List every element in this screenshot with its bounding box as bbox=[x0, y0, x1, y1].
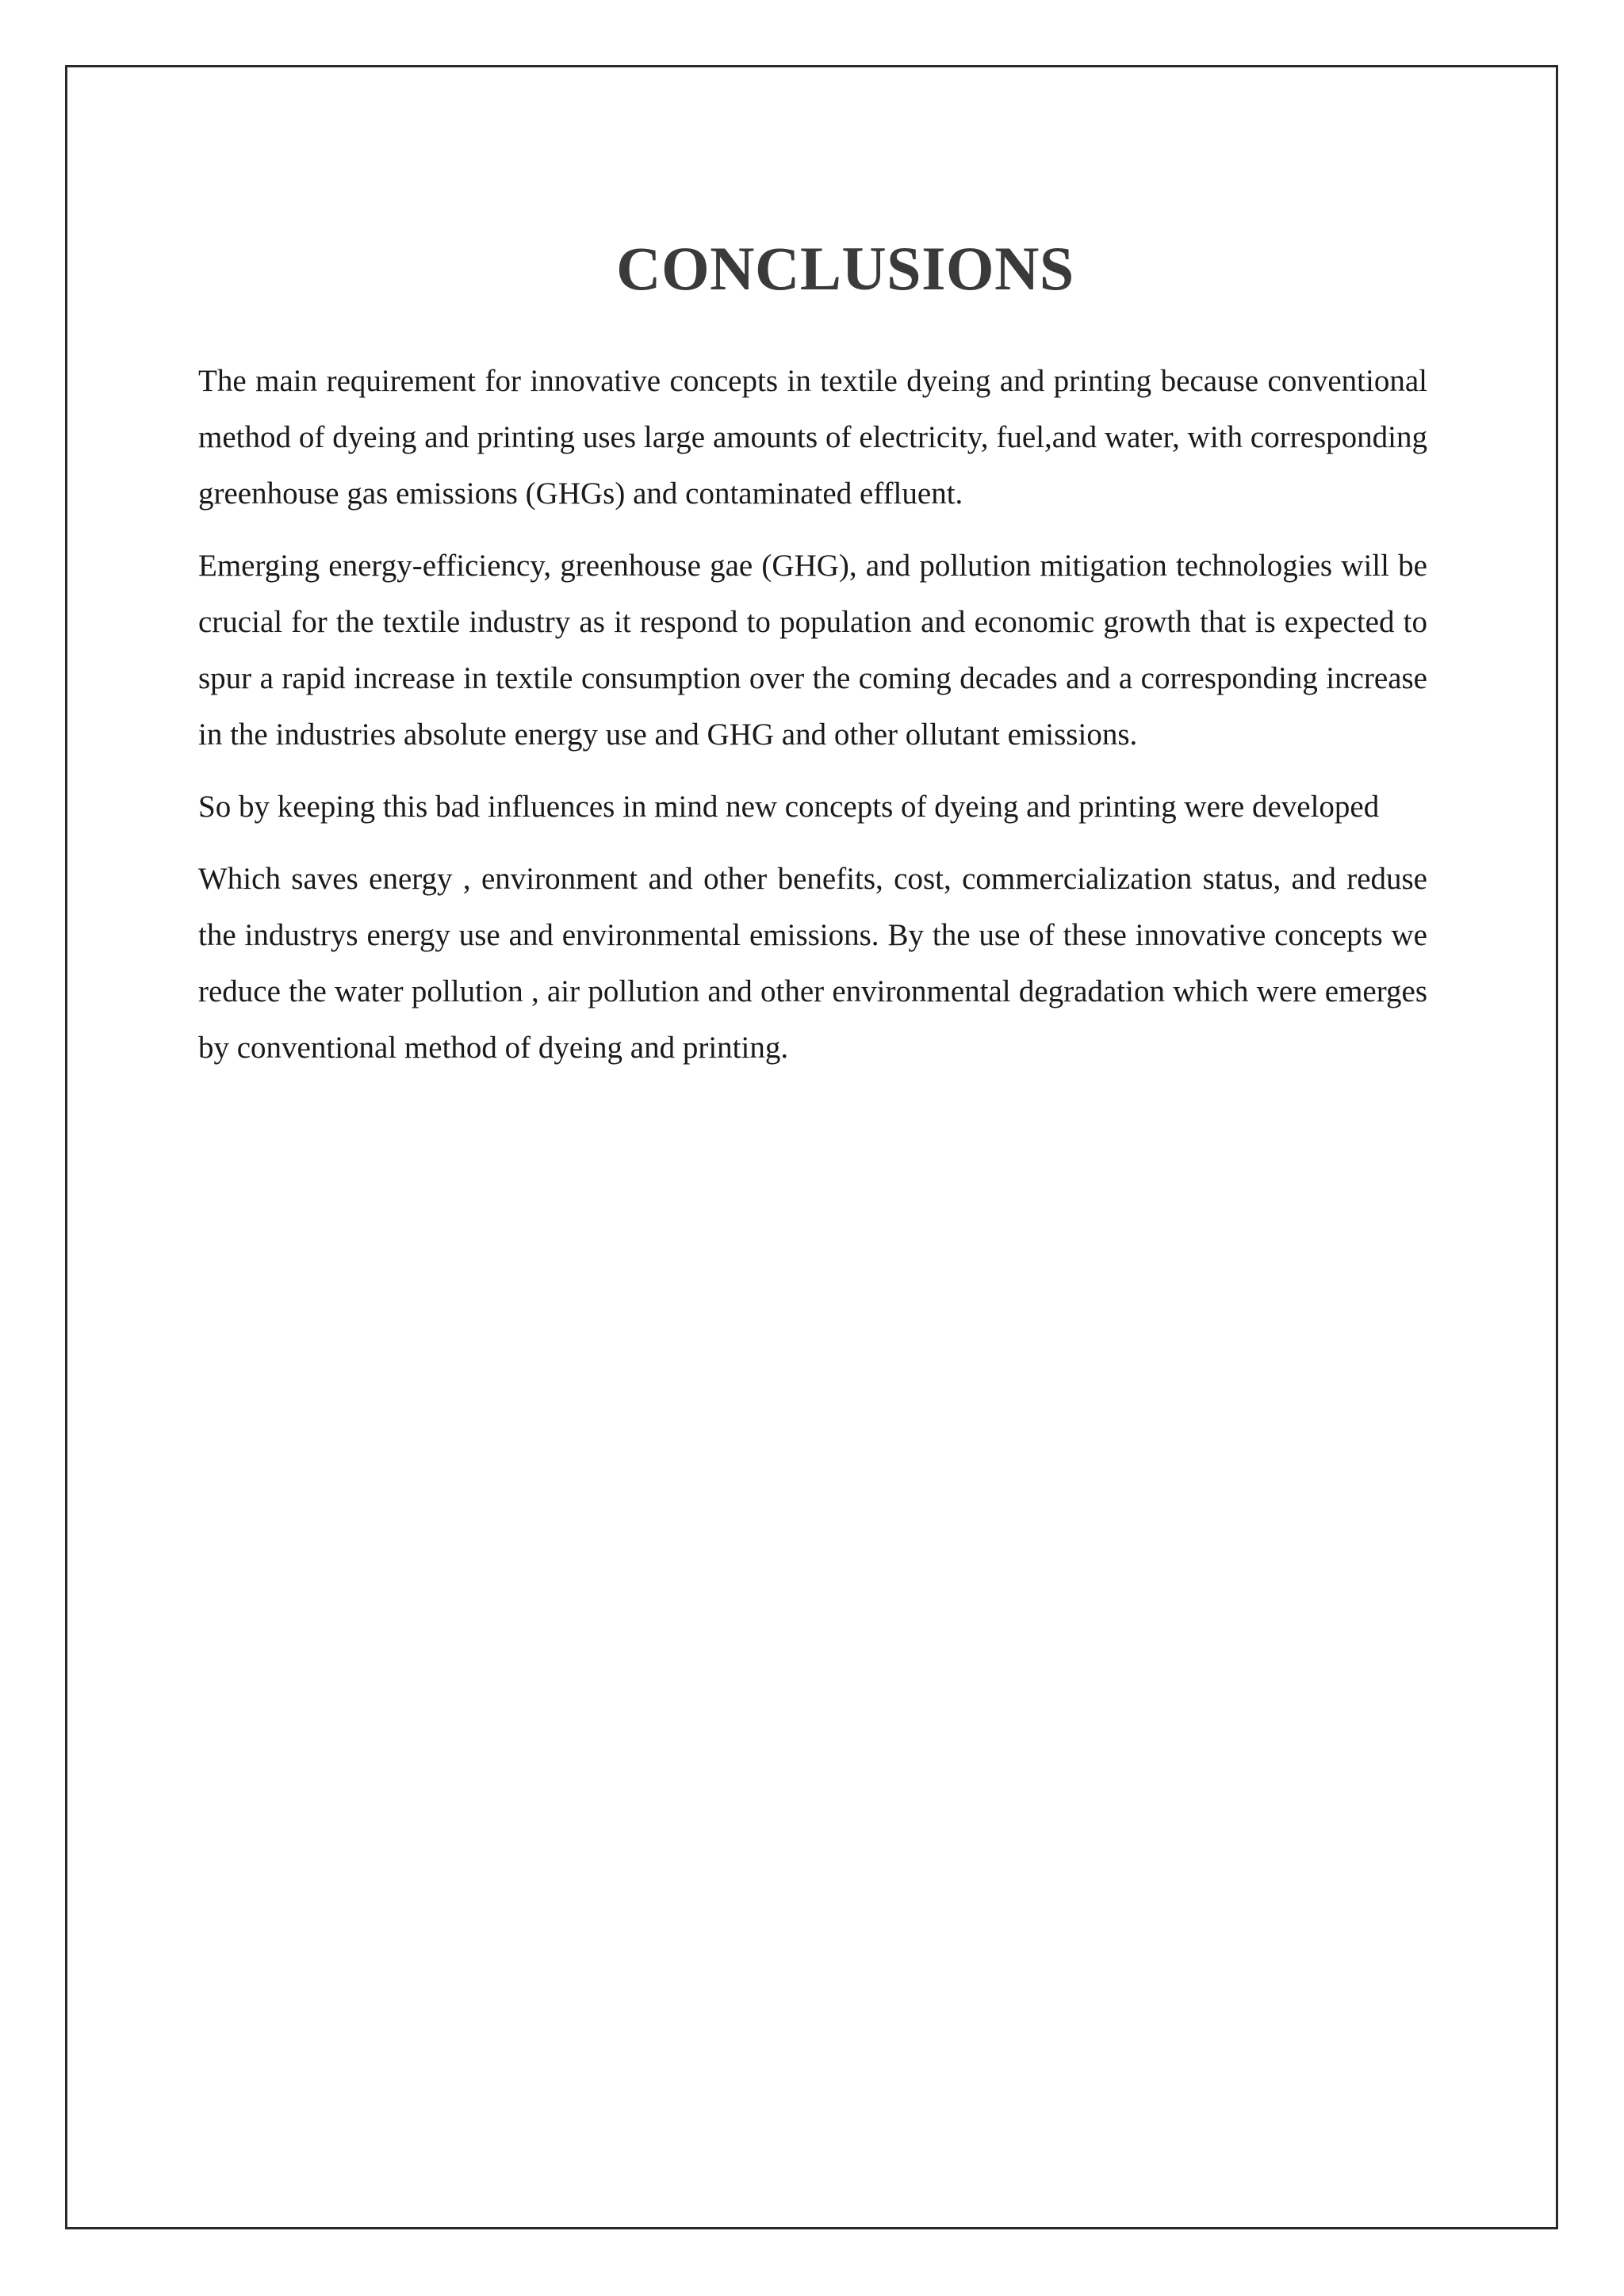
paragraph-emerging-technologies: Emerging energy-efficiency, greenhouse gae (GHG), and pollution mitigation technologies will be crucial for the textile industry as it respond to population and economic growth that is expected to spur a rapid increase in textile consumption over the coming decades and a corresponding increase in the industries absolute energy use and GHG and other ollutant emissions. bbox=[198, 549, 1427, 752]
document-body bbox=[198, 353, 1427, 1092]
page-title: CONCLUSIONS bbox=[616, 234, 1074, 304]
paragraph-requirement: The main requirement for innovative concepts in textile dyeing and printing because conventional method of dyeing and printing uses large amounts of electricity, fuel,and water, with corresponding greenhouse gas emissions (GHGs) and contaminated effluent. bbox=[198, 364, 1427, 511]
paragraph-benefits: Which saves energy , environment and other benefits, cost, commercialization status, and reduse the industrys energy use and environmental emissions. By the use of these innovative concepts we reduce the water pollution , air pollution and other environmental degradation which were emerges by conventional method of dyeing and printing. bbox=[198, 862, 1427, 1065]
paragraph-new-concepts: So by keeping this bad influences in mind new concepts of dyeing and printing were developed bbox=[198, 790, 1380, 824]
